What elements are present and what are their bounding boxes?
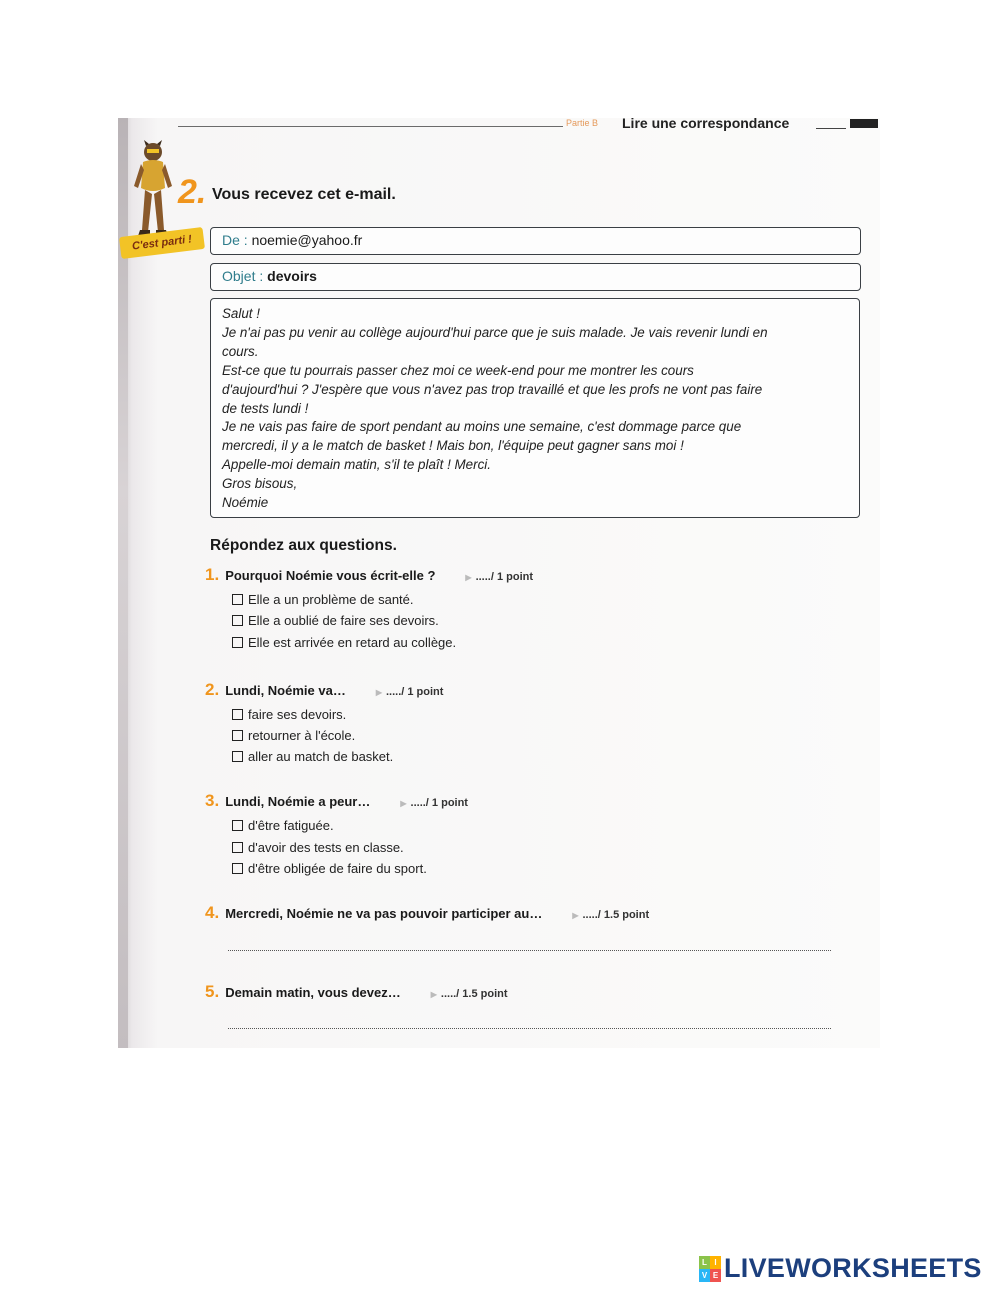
option-row[interactable] [232,707,346,722]
email-body-box [210,298,860,518]
page-mark [850,119,878,128]
logo-letter: L [699,1256,710,1269]
question-5 [205,982,508,1002]
arrow-icon: ▶ [465,573,472,582]
question-number: 3. [205,791,220,810]
question-3 [205,791,468,811]
header-rule-right [816,128,846,129]
checkbox[interactable] [232,820,243,831]
questions-heading: Répondez aux questions. [210,537,397,554]
option-label: d'avoir des tests en classe. [248,840,404,855]
option-row[interactable] [232,728,355,743]
body-line: cours. [222,343,259,359]
question-text: Pourquoi Noémie vous écrit-elle ? [225,568,436,583]
from-value: noemie@yahoo.fr [251,232,363,248]
body-line: Je n'ai pas pu venir au collège aujourd'hui parce que je suis malade. Je vais revenir lundi en [222,324,768,340]
logo-letter: I [710,1256,721,1269]
liveworksheets-logo [699,1253,982,1284]
arrow-icon: ▶ [430,990,437,999]
body-line: d'aujourd'hui ? J'espère que vous n'avez pas trop travaillé et que les profs ne vont pas faire [222,381,763,397]
email-from-box [210,227,861,255]
liveworksheets-icon [699,1256,721,1282]
body-line: Appelle-moi demain matin, s'il te plaît ! Merci. [222,457,491,473]
question-text: Lundi, Noémie a peur… [225,794,371,809]
body-line: Gros bisous, [222,476,298,492]
question-text: Demain matin, vous devez… [225,985,401,1000]
logo-letter: V [699,1269,710,1282]
brand-name: LIVEWORKSHEETS [724,1253,982,1283]
question-points: ...../ 1.5 point [440,988,508,1000]
arrow-icon: ▶ [400,799,407,808]
question-2 [205,680,443,700]
question-text: Mercredi, Noémie ne va pas pouvoir participer au… [225,906,543,921]
exercise-number: 2. [178,173,207,211]
option-row[interactable] [232,861,427,876]
option-label: aller au match de basket. [248,749,394,764]
option-row[interactable] [232,818,334,833]
subject-label: Objet : [222,268,264,284]
question-points: ...../ 1 point [475,571,534,583]
option-row[interactable] [232,635,456,650]
body-line: mercredi, il y a le match de basket ! Mais bon, l'équipe peut gagner sans moi ! [222,438,684,454]
checkbox[interactable] [232,863,243,874]
header-title: Lire une correspondance [622,115,790,131]
answer-line-5[interactable] [228,1028,831,1029]
option-label: d'être fatiguée. [248,818,334,833]
body-line: de tests lundi ! [222,400,309,416]
question-4 [205,903,649,923]
checkbox[interactable] [232,615,243,626]
option-row[interactable] [232,749,393,764]
checkbox[interactable] [232,842,243,853]
body-line: Noémie [222,495,269,511]
checkbox[interactable] [232,751,243,762]
option-row[interactable] [232,592,414,607]
question-number: 4. [205,903,220,922]
checkbox[interactable] [232,637,243,648]
option-label: faire ses devoirs. [248,707,347,722]
question-points: ...../ 1 point [385,686,444,698]
from-label: De : [222,232,248,248]
exercise-title: Vous recevez cet e-mail. [212,186,396,203]
body-line: Est-ce que tu pourrais passer chez moi ce week-end pour me montrer les cours [222,362,694,378]
option-row[interactable] [232,840,404,855]
checkbox[interactable] [232,594,243,605]
option-label: Elle est arrivée en retard au collège. [248,635,457,650]
badge-cest-parti: C'est parti ! [119,227,205,259]
subject-value: devoirs [267,268,317,284]
question-points: ...../ 1 point [410,797,468,809]
header-partie: Partie B [566,118,599,128]
checkbox[interactable] [232,730,243,741]
email-subject-box [210,263,861,291]
option-label: d'être obligée de faire du sport. [248,861,427,876]
arrow-icon: ▶ [375,688,382,697]
logo-letter: E [710,1269,721,1282]
option-row[interactable] [232,613,439,628]
body-line: Je ne vais pas faire de sport pendant au moins une semaine, c'est dommage parce que [222,419,742,435]
question-number: 2. [205,680,220,699]
mascot-icon [132,140,174,238]
question-points: ...../ 1.5 point [582,909,650,921]
answer-line-4[interactable] [228,950,831,951]
arrow-icon: ▶ [572,911,579,920]
option-label: Elle a oublié de faire ses devoirs. [248,613,439,628]
header-rule [178,126,563,127]
body-line: Salut ! [222,306,260,321]
question-number: 1. [205,565,220,584]
option-label: Elle a un problème de santé. [248,592,414,607]
email-body [222,305,850,513]
question-number: 5. [205,982,220,1001]
question-1 [205,565,533,585]
question-text: Lundi, Noémie va… [225,683,346,698]
checkbox[interactable] [232,709,243,720]
option-label: retourner à l'école. [248,728,356,743]
